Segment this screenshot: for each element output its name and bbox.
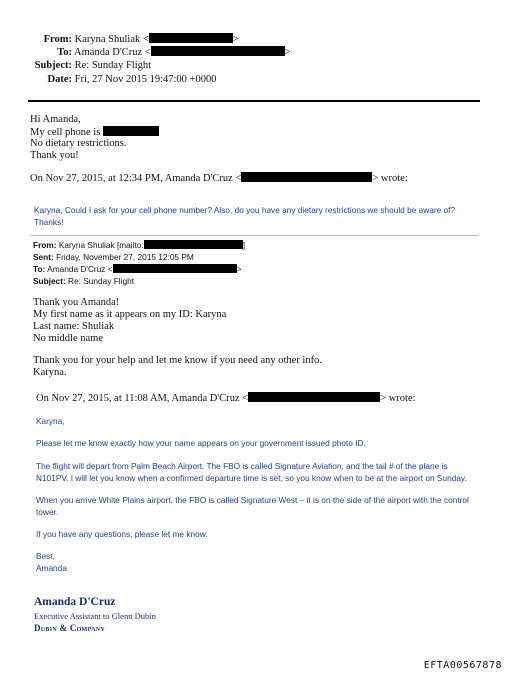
message-closing: Best, <box>36 551 55 561</box>
fwd-to <box>33 264 241 274</box>
message-line: No middle name <box>33 333 103 344</box>
bracket: > <box>284 47 291 58</box>
subject-label: Subject: <box>33 276 66 286</box>
to-label: To: <box>57 47 72 58</box>
to-label: To: <box>33 264 46 274</box>
from-label: From: <box>43 34 72 45</box>
message-line: Thank you Amanda! <box>33 297 120 308</box>
subject-value: Re: Sunday Flight <box>68 276 134 286</box>
redaction-box <box>103 126 159 136</box>
email-header-subject <box>0 60 151 71</box>
message-line: Last name: Shuliak <box>33 321 115 332</box>
reply-line: No dietary restrictions. <box>30 138 127 149</box>
sent-value: Friday, November 27, 2015 12:05 PM <box>56 252 194 262</box>
from-label: From: <box>33 240 57 250</box>
quote-attribution <box>36 392 416 404</box>
quote-text: On Nov 27, 2015, at 11:08 AM, Amanda D'Cruz < <box>36 393 249 404</box>
message-paragraph: tower. <box>36 507 59 517</box>
message-line: Thanks! <box>34 217 64 227</box>
redaction-box <box>151 46 285 56</box>
subject-label: Subject: <box>34 60 72 71</box>
date-label: Date: <box>47 74 72 85</box>
quote-text: On Nov 27, 2015, at 12:34 PM, Amanda D'Cruz < <box>30 173 242 184</box>
email-header-to <box>0 46 291 58</box>
signature-title: Executive Assistant to Glenn Dubin <box>34 611 156 621</box>
message-greeting: Karyna, <box>36 416 65 426</box>
signature-name: Amanda D'Cruz <box>34 596 116 608</box>
message-divider <box>30 235 478 236</box>
redaction-box <box>113 264 237 273</box>
subject-value: Re: Sunday Flight <box>74 60 152 71</box>
bracket: > <box>232 34 239 45</box>
message-line: Karyna, Could I ask for your cell phone number? Also, do you have any dietary restrictions we should be aware of? <box>34 205 456 215</box>
fwd-sent <box>33 252 194 262</box>
quote-attribution <box>30 172 408 184</box>
header-divider <box>28 100 480 102</box>
from-value: Karyna Shuliak < <box>74 34 149 45</box>
to-value: Amanda D'Cruz < <box>47 264 113 274</box>
sent-label: Sent: <box>33 252 54 262</box>
signature-company: Dubin & Company <box>34 623 106 633</box>
reply-line: Thank you! <box>30 150 79 161</box>
message-paragraph: If you have any questions, please let me know. <box>36 529 208 539</box>
from-value: Karyna Shuliak [mailto: <box>58 240 144 250</box>
bracket: ] <box>242 240 245 250</box>
reply-text: My cell phone is <box>30 127 101 138</box>
bracket: > <box>236 264 242 274</box>
fwd-from <box>33 240 245 250</box>
reply-line <box>30 126 159 138</box>
message-paragraph: The flight will depart from Palm Beach Airport. The FBO is called Signature Aviation, and the tail # of the plane is <box>36 461 448 471</box>
document-id: EFTA00567878 <box>423 660 502 671</box>
redaction-box <box>149 33 233 43</box>
message-line: My first name as it appears on my ID: Karyna <box>33 309 227 320</box>
quote-text: > wrote: <box>372 173 408 184</box>
message-closing-name: Amanda <box>36 563 67 573</box>
message-paragraph: When you arrive White Plains airport, the FBO is called Signature West – it is on the side of the airport with the control <box>36 495 469 505</box>
date-value: Fri, 27 Nov 2015 19:47:00 +0000 <box>74 74 217 85</box>
email-header-from <box>0 33 239 45</box>
reply-line: Hi Amanda, <box>30 114 81 125</box>
message-paragraph: Please let me know exactly how your name appears on your government issued photo ID. <box>36 438 366 448</box>
message-line: Karyna. <box>33 367 67 378</box>
fwd-subject <box>33 276 134 286</box>
message-paragraph: N101PV. I will let you know when a confirmed departure time is set, so you know when to be at the airport on Sunday. <box>36 473 467 483</box>
message-line: Thank you for your help and let me know if you need any other info. <box>33 355 322 366</box>
redaction-box <box>248 392 380 402</box>
to-value: Amanda D'Cruz < <box>74 47 151 58</box>
redaction-box <box>144 240 243 249</box>
email-header-date <box>0 74 216 85</box>
quote-text: > wrote: <box>380 393 416 404</box>
redaction-box <box>241 172 372 182</box>
